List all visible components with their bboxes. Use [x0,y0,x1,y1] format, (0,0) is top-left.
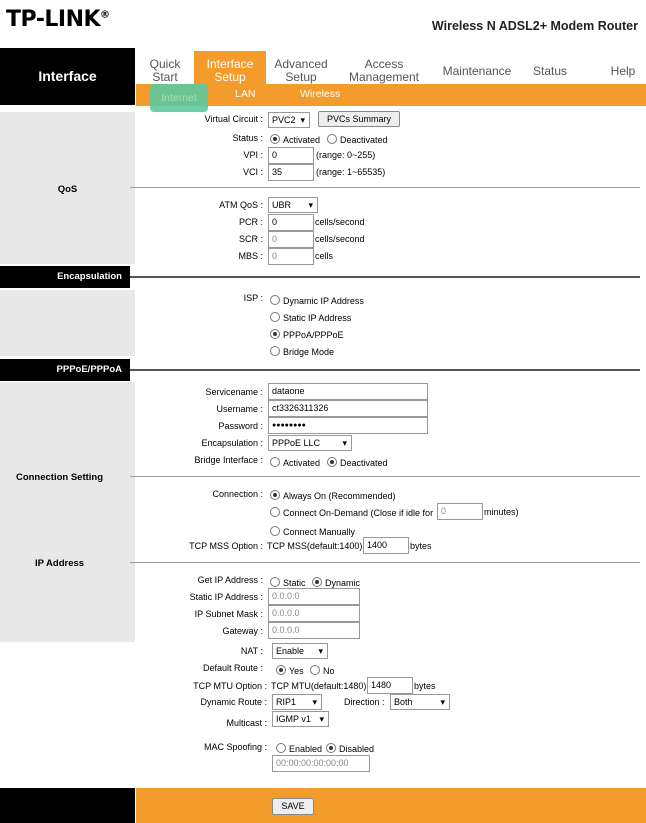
subtab-internet[interactable]: Internet [150,84,208,112]
multicast-select[interactable]: IGMP v1 ▾ [272,711,329,727]
vci-range: (range: 1~65535) [316,167,386,177]
nav-status[interactable]: Status [532,63,568,78]
tcp-mtu-label: TCP MTU Option : [193,681,267,691]
isp-bridge-mode[interactable]: Bridge Mode [270,346,334,357]
mss-bytes-unit: bytes [410,541,432,551]
tcp-mtu-default: TCP MTU(default:1480) [271,681,367,691]
username-label: Username : [216,404,263,414]
direction-label: Direction : [344,697,385,707]
pppoe-header: PPPoE/PPPoA [0,359,130,381]
radio-icon [310,665,320,675]
vpi-input[interactable]: 0 [268,147,314,164]
subnet-mask-label: IP Subnet Mask : [194,609,263,619]
encapsulation-label: Encapsulation : [201,438,263,448]
section-title: Interface [0,48,135,105]
vpi-range: (range: 0~255) [316,150,376,160]
radio-icon [270,295,280,305]
mbs-unit: cells [315,251,334,261]
divider [130,562,640,563]
scr-label: SCR : [238,234,263,244]
nav-maintenance[interactable]: Maintenance [442,63,512,78]
isp-label: ISP : [243,293,263,303]
radio-icon [270,490,280,500]
mac-spoofing-label: MAC Spoofing : [203,742,267,752]
bridge-interface-label: Bridge Interface : [194,455,263,465]
scr-unit: cells/second [315,234,365,244]
subtab-lan[interactable]: LAN [235,88,256,100]
sub-nav-bar [136,84,646,106]
minutes-unit: minutes) [484,507,519,517]
footer-bar [136,788,646,823]
product-name: Wireless N ADSL2+ Modem Router [431,19,638,33]
direction-select[interactable]: Both ▾ [390,694,450,710]
dynamic-route-select[interactable]: RIP1 ▾ [272,694,322,710]
status-activated[interactable]: Activated [270,134,320,145]
radio-icon [270,526,280,536]
divider [130,276,640,278]
conn-manually[interactable]: Connect Manually [270,526,355,537]
password-label: Password : [218,421,263,431]
isp-pppoa-pppoe[interactable]: PPPoA/PPPoE [270,329,344,340]
mac-spoofing-disabled[interactable]: Disabled [326,743,374,754]
isp-static-ip[interactable]: Static IP Address [270,312,351,323]
encapsulation-select[interactable]: PPPoE LLC ▾ [268,435,352,451]
mtu-bytes-unit: bytes [414,681,436,691]
nat-label: NAT : [240,646,263,656]
static-ip-label: Static IP Address : [189,592,263,602]
radio-icon [327,134,337,144]
get-ip-dynamic[interactable]: Dynamic [312,577,360,588]
connection-section-label: Connection Setting [15,472,104,483]
radio-icon [312,577,322,587]
status-deactivated[interactable]: Deactivated [327,134,388,145]
status-label: Status : [232,133,263,143]
get-ip-static[interactable]: Static [270,577,306,588]
vc-label: Virtual Circuit : [204,114,263,124]
default-route-label: Default Route : [202,663,263,673]
qos-section-label: QoS [57,184,78,195]
vpi-label: VPI : [243,150,263,160]
pvcs-summary-button[interactable]: PVCs Summary [318,111,400,127]
pcr-input[interactable]: 0 [268,214,314,231]
mbs-input[interactable]: 0 [268,248,314,265]
nav-help[interactable]: Help [610,63,636,78]
radio-icon [270,312,280,322]
scr-input[interactable]: 0 [268,231,314,248]
nat-select[interactable]: Enable ▾ [272,643,328,659]
default-route-no[interactable]: No [310,665,335,676]
atm-qos-select[interactable]: UBR ▾ [268,197,318,213]
tp-link-logo: TP-LINK® [6,7,110,32]
ip-section-label: IP Address [34,558,85,569]
idle-minutes-input[interactable]: 0 [437,503,483,520]
tcp-mss-default: TCP MSS(default:1400) [267,541,363,551]
vci-input[interactable]: 35 [268,164,314,181]
subnet-mask-input[interactable]: 0.0.0.0 [268,605,360,622]
nav-access-management[interactable]: Access Management [348,57,420,84]
servicename-input[interactable]: dataone [268,383,428,400]
mac-address-input[interactable]: 00:00:00:00:00:00 [272,755,370,772]
radio-icon [270,134,280,144]
left-panel-encap [0,290,135,356]
get-ip-label: Get IP Address : [197,575,263,585]
connection-label: Connection : [212,489,263,499]
nav-advanced-setup[interactable]: Advanced Setup [274,57,328,84]
radio-icon [276,665,286,675]
tcp-mss-input[interactable]: 1400 [363,537,409,554]
divider [130,369,640,371]
radio-icon [326,743,336,753]
conn-always-on[interactable]: Always On (Recommended) [270,490,396,501]
password-input[interactable]: ●●●●●●●● [268,417,428,434]
divider [130,187,640,188]
vci-label: VCI : [242,167,263,177]
nav-quick-start[interactable]: Quick Start [149,57,181,84]
radio-icon [270,329,280,339]
bridge-deactivated[interactable]: Deactivated [327,457,388,468]
mbs-label: MBS : [238,251,263,261]
gateway-label: Gateway : [222,626,263,636]
radio-icon [270,577,280,587]
save-button[interactable]: SAVE [272,798,314,815]
nav-interface-setup[interactable]: Interface Setup [194,51,266,91]
static-ip-input[interactable]: 0.0.0.0 [268,588,360,605]
gateway-input[interactable]: 0.0.0.0 [268,622,360,639]
username-input[interactable]: ct3326311326 [268,400,428,417]
mac-spoofing-enabled[interactable]: Enabled [276,743,322,754]
footer-left [0,788,135,823]
isp-dynamic-ip[interactable]: Dynamic IP Address [270,295,364,306]
dynamic-route-label: Dynamic Route : [200,697,267,707]
radio-icon [270,507,280,517]
radio-icon [276,743,286,753]
multicast-label: Multicast : [226,718,267,728]
default-route-yes[interactable]: Yes [276,665,304,676]
divider [130,476,640,477]
encapsulation-header: Encapsulation [0,266,130,288]
radio-icon [327,457,337,467]
conn-on-demand[interactable]: Connect On-Demand (Close if idle for [270,507,433,518]
tcp-mtu-input[interactable]: 1480 [367,677,413,694]
radio-icon [270,457,280,467]
left-panel-connection [0,382,135,642]
atm-qos-label: ATM QoS : [219,200,263,210]
vc-select[interactable]: PVC2 ▾ [268,112,310,128]
bridge-activated[interactable]: Activated [270,457,320,468]
pcr-label: PCR : [238,217,263,227]
servicename-label: Servicename : [205,387,263,397]
tcp-mss-label: TCP MSS Option : [189,541,263,551]
subtab-wireless[interactable]: Wireless [300,88,341,100]
radio-icon [270,346,280,356]
pcr-unit: cells/second [315,217,365,227]
